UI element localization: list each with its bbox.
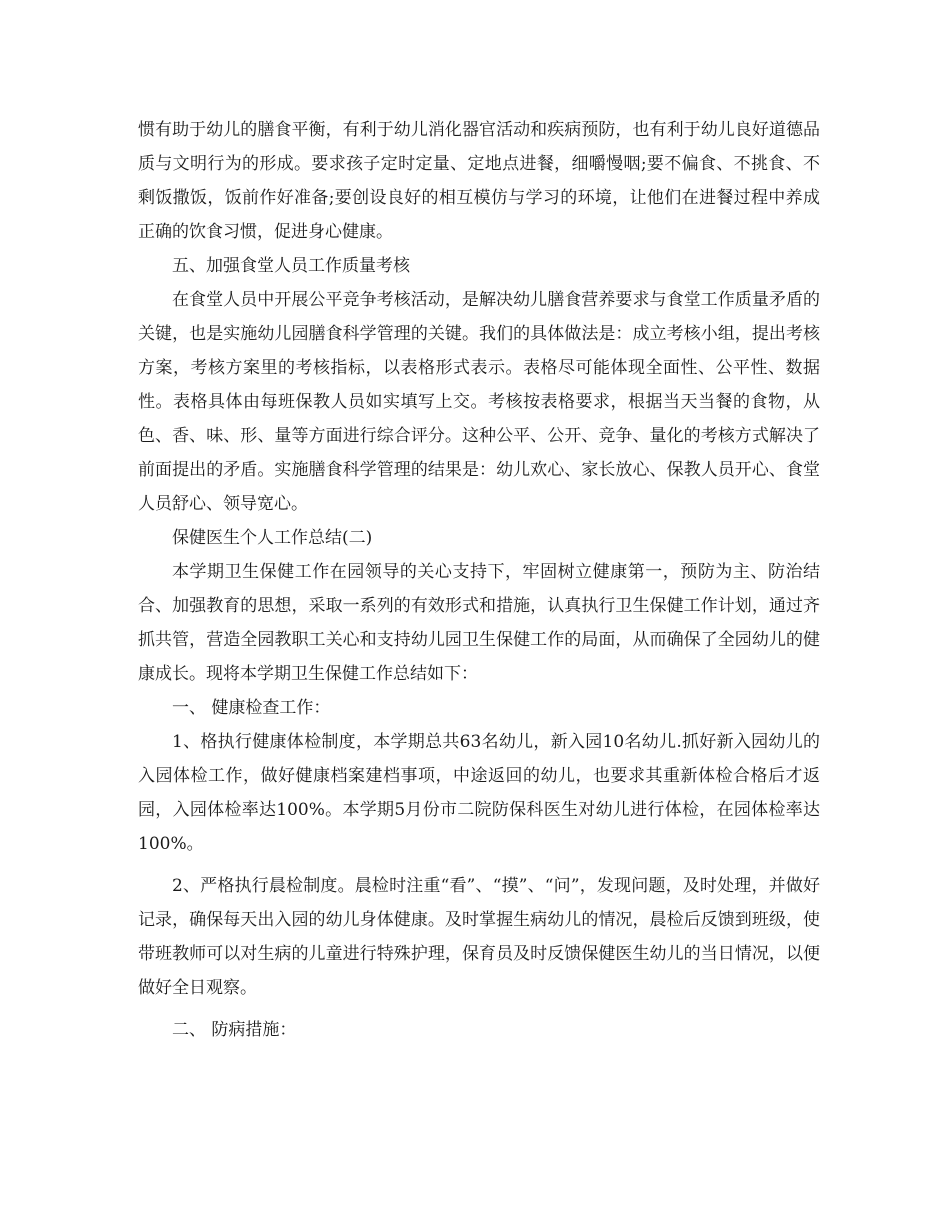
paragraph-diet-habits: 惯有助于幼儿的膳食平衡，有利于幼儿消化器官活动和疾病预防，也有利于幼儿良好道德品质与文明行为的形成。要求孩子定时定量、定地点进餐，细嚼慢咽;要不偏食、不挑食、不剩饭撒饭，饭前作好准备;要创设良好的相互模仿与学习的环境，让他们在进餐过程中养成正确的饮食习惯，促进身心健康。	[138, 120, 820, 242]
paragraph-morning-check: 2、严格执行晨检制度。晨检时注重“看”、“摸”、“问”，发现问题，及时处理，并做好记录，确保每天出入园的幼儿身体健康。及时掌握生病幼儿的情况，晨检后反馈到班级，使带班教师可以对生病的儿童进行特殊护理，保育员及时反馈保健医生幼儿的当日情况，以便做好全日观察。	[138, 876, 820, 998]
heading-section-five: 五、加强食堂人员工作质量考核	[172, 256, 410, 276]
paragraph-physical-exam: 1、格执行健康体检制度，本学期总共63名幼儿，新入园10名幼儿.抓好新入园幼儿的入园体检工作，做好健康档案建档事项，中途返回的幼儿，也要求其重新体检合格后才返园，入园体检率达100%。本学期5月份市二院防保科医生对幼儿进行体检，在园体检率达100%。	[138, 732, 820, 854]
heading-disease-prevention: 二、 防病措施：	[172, 1020, 297, 1040]
heading-health-check: 一、 健康检查工作：	[172, 698, 331, 718]
document-body	[138, 113, 820, 1047]
paragraph-canteen-assessment: 在食堂人员中开展公平竞争考核活动，是解决幼儿膳食营养要求与食堂工作质量矛盾的关键，也是实施幼儿园膳食科学管理的关键。我们的具体做法是：成立考核小组，提出考核方案，考核方案里的考核指标，以表格形式表示。表格尽可能体现全面性、公平性、数据性。表格具体由每班保教人员如实填写上交。考核按表格要求，根据当天当餐的食物，从色、香、味、形、量等方面进行综合评分。这种公平、公开、竞争、量化的考核方式解决了前面提出的矛盾。实施膳食科学管理的结果是：幼儿欢心、家长放心、保教人员开心、食堂人员舒心、领导宽心。	[138, 290, 820, 514]
heading-doctor-summary-two: 保健医生个人工作总结(二)	[172, 528, 373, 548]
paragraph-semester-intro: 本学期卫生保健工作在园领导的关心支持下，牢固树立健康第一，预防为主、防治结合、加强教育的思想，采取一系列的有效形式和措施，认真执行卫生保健工作计划，通过齐抓共管，营造全园教职工关心和支持幼儿园卫生保健工作的局面，从而确保了全园幼儿的健康成长。现将本学期卫生保健工作总结如下：	[138, 562, 820, 684]
